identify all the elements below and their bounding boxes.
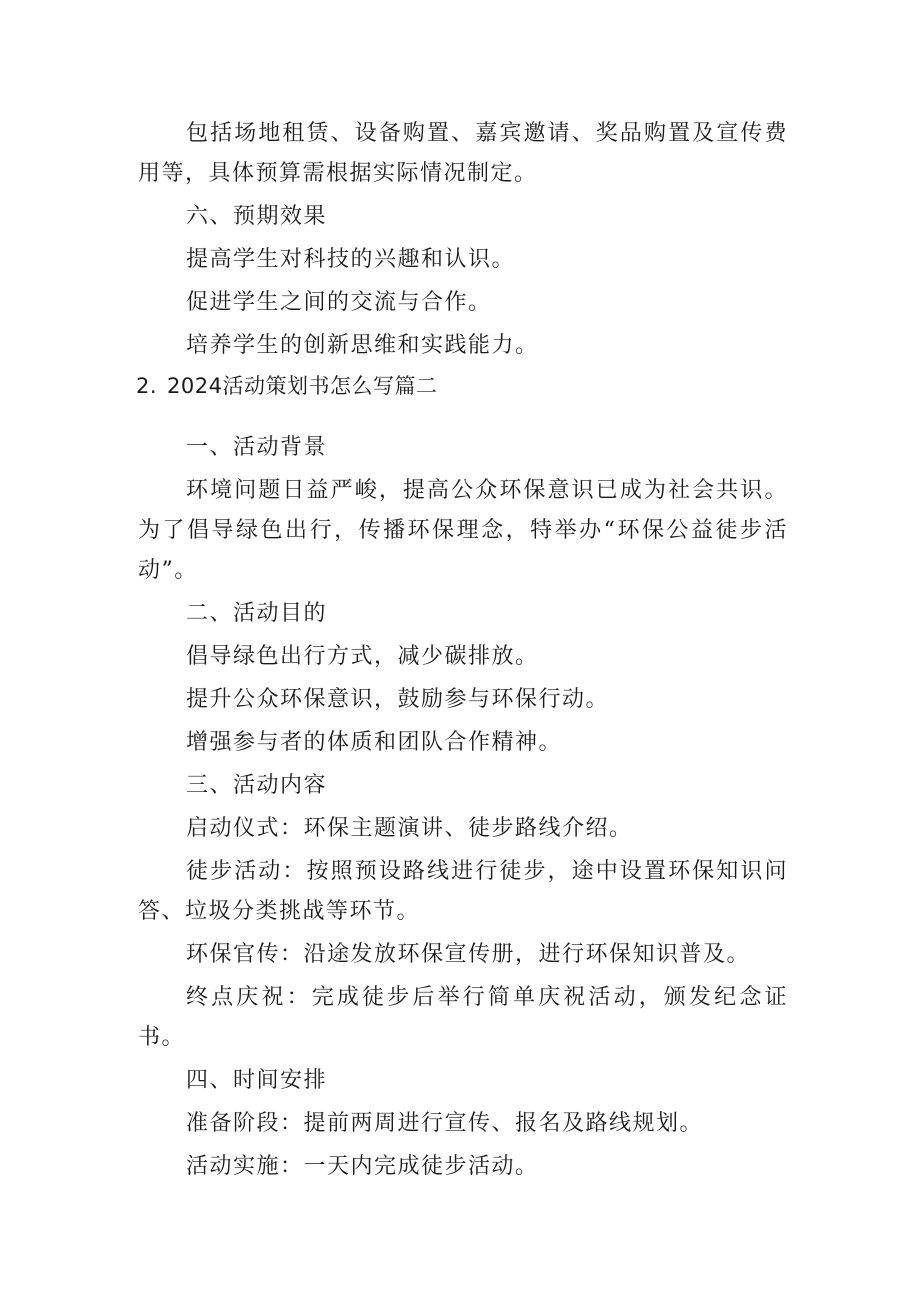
schedule-item: 活动实施：一天内完成徒步活动。 — [186, 1154, 539, 1179]
content-item: 终点庆祝：完成徒步后举行简单庆祝活动，颁发纪念证书。 — [138, 985, 788, 1050]
section-heading-expected-effects: 六、预期效果 — [186, 204, 328, 229]
budget-paragraph: 包括场地租赁、设备购置、嘉宾邀请、奖品购置及宣传费用等，具体预算需根据实际情况制定。 — [138, 121, 788, 186]
effect-item: 提高学生对科技的兴趣和认识。 — [186, 247, 516, 272]
spacer — [138, 406, 788, 428]
content-item: 启动仪式：环保主题演讲、徒步路线介绍。 — [186, 816, 633, 841]
purpose-item: 增强参与者的体质和团队合作精神。 — [186, 730, 563, 755]
content-item: 徒步活动：按照预设路线进行徒步，途中设置环保知识问答、垃圾分类挑战等环节。 — [138, 859, 788, 924]
article-number: 2. — [136, 374, 158, 398]
content-item: 环保官传：沿途发放环保宣传册，进行环保知识普及。 — [186, 942, 751, 967]
article-heading — [136, 366, 788, 406]
background-paragraph: 环境问题日益严峻，提高公众环保意识已成为社会共识。为了倡导绿色出行，传播环保理念，特举办“环保公益徒步活动”。 — [138, 478, 788, 583]
effect-item: 培养学生的创新思维和实践能力。 — [186, 333, 539, 358]
section-heading-content: 三、活动内容 — [186, 773, 328, 798]
schedule-item: 准备阶段：提前两周进行宣传、报名及路线规划。 — [186, 1111, 704, 1136]
document-body — [138, 114, 788, 1187]
purpose-item: 倡导绿色出行方式，减少碳排放。 — [186, 644, 539, 669]
section-heading-purpose: 二、活动目的 — [186, 601, 328, 626]
purpose-item: 提升公众环保意识，鼓励参与环保行动。 — [186, 687, 610, 712]
section-heading-schedule: 四、时间安排 — [186, 1068, 328, 1093]
effect-item: 促进学生之间的交流与合作。 — [186, 290, 492, 315]
article-title: 2024活动策划书怎么写篇二 — [167, 374, 438, 398]
section-heading-background: 一、活动背景 — [186, 435, 328, 460]
